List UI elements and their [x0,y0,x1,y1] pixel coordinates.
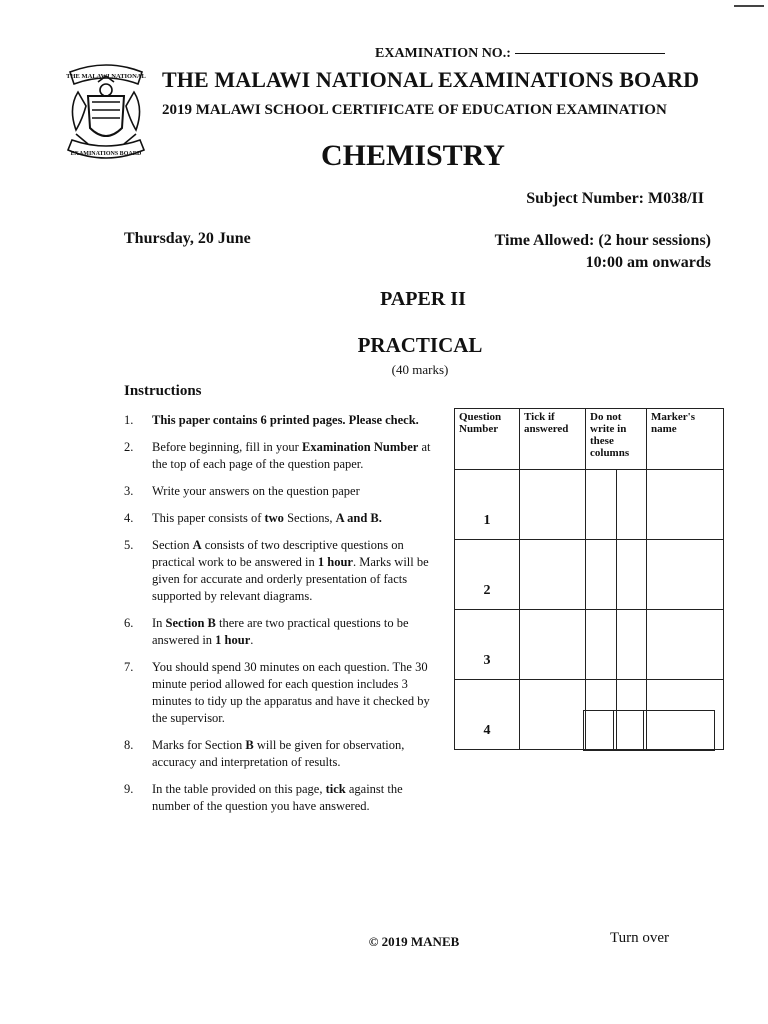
instruction-item [124,737,434,771]
instruction-emphasis: and B. [344,511,382,525]
instruction-text: . [250,633,254,647]
instructions-list [124,412,434,825]
instruction-emphasis: 1 hour [317,555,353,569]
subject-title: CHEMISTRY [321,139,505,172]
instruction-text: consists of two descriptive questions on practical work to be answered in [152,538,404,569]
marker-name-cell [647,470,724,540]
table-header-row [455,409,724,470]
time-allowed [495,230,711,274]
question-number-cell: 2 [455,540,520,610]
examination-number-blank[interactable] [515,53,665,54]
question-number-cell: 4 [455,680,520,750]
instruction-text: Section [152,538,193,552]
instruction-emphasis: two [264,511,284,525]
instruction-number: 3. [124,484,134,498]
total-cell [614,711,644,751]
instruction-text: You should spend 30 minutes on each question. The 30 minute period allowed for each question includes 3 minutes to tidy up the apparatus and have it checked by the supervisor. [152,660,430,725]
header-question-number: Question Number [455,409,520,470]
tick-cell[interactable] [520,610,586,680]
instruction-text: at the top of each page of the question paper. [152,440,431,471]
instruction-item [124,510,434,527]
instruction-number: 6. [124,616,134,630]
instruction-text: Sections, [283,511,336,525]
instruction-emphasis: B [245,738,254,752]
tick-cell[interactable] [520,680,586,750]
instruction-item [124,615,434,649]
paper-type: PRACTICAL [357,333,483,357]
marks-cell [586,470,617,540]
instruction-emphasis: Examination Number [301,440,419,454]
table-row [455,470,724,540]
instruction-text: . Marks will be given for accurate and orderly presentation of facts supported by relevant diagrams. [152,555,429,603]
instruction-number: 4. [124,511,134,525]
marker-name-cell [647,610,724,680]
instruction-text: will be given for observation, accuracy and interpretation of results. [152,738,405,769]
examination-number-field[interactable] [375,46,665,62]
tick-cell[interactable] [520,470,586,540]
instruction-text: there are two practical questions to be answered in [152,616,409,647]
examination-number-label: EXAMINATION NO.: [375,46,511,61]
header-do-not-write: Do not write in these columns [586,409,647,470]
logo-top-text: THE MALAWI NATIONAL [66,73,146,80]
exam-title: 2019 MALAWI SCHOOL CERTIFICATE OF EDUCATION EXAMINATION [162,102,667,118]
instruction-number: 9. [124,782,134,796]
instruction-emphasis: tick [325,782,346,796]
instruction-number: 2. [124,440,134,454]
instruction-text: Before beginning, fill in your [152,440,302,454]
instruction-text: This paper consists of [152,511,265,525]
instruction-text: against the number of the question you have answered. [152,782,403,813]
instruction-item [124,439,434,473]
instructions-heading: Instructions [124,383,202,399]
subject-number: Subject Number: M038/II [526,190,704,207]
instruction-text: Write your answers on the question paper [152,484,360,498]
instruction-number: 1. [124,413,134,427]
turn-over: Turn over [610,930,670,946]
instruction-number: 7. [124,660,134,674]
instruction-text: In the table provided on this page, [152,782,326,796]
marks-cell [616,540,647,610]
table-row [455,540,724,610]
marker-name-cell [647,540,724,610]
marks-cell [586,540,617,610]
marks-cell [586,610,617,680]
total-cell [584,711,614,751]
exam-date: Thursday, 20 June [124,230,251,247]
question-number-cell: 3 [455,610,520,680]
scan-mark [734,5,764,7]
instruction-item [124,781,434,815]
board-title: THE MALAWI NATIONAL EXAMINATIONS BOARD [162,67,700,92]
instruction-emphasis: 1 hour [215,633,251,647]
header-tick-if-answered: Tick if answered [520,409,586,470]
copyright: © 2019 MANEB [368,934,460,949]
table-row [455,610,724,680]
instruction-emphasis: Section B [165,616,216,630]
total-cell [644,711,715,751]
instruction-item [124,483,434,500]
instruction-text: In [152,616,166,630]
header-markers-name: Marker's name [647,409,724,470]
tick-cell[interactable] [520,540,586,610]
instruction-item [124,659,434,727]
marks-cell [616,610,647,680]
total-marks: (40 marks) [391,362,449,377]
instruction-text: This paper contains 6 printed pages. Please check. [152,413,419,427]
instruction-number: 8. [124,738,134,752]
instruction-item [124,412,434,429]
time-allowed-text: Time Allowed: (2 hour sessions) [494,232,711,249]
logo-bottom-text: EXAMINATIONS BOARD [70,151,142,157]
instruction-emphasis: A [335,511,345,525]
question-number-cell: 1 [455,470,520,540]
paper-number: PAPER II [380,288,466,310]
marks-cell [616,470,647,540]
instruction-text: Marks for Section [152,738,246,752]
start-time: 10:00 am onwards [585,254,711,271]
instruction-emphasis: A [192,538,202,552]
instruction-item [124,537,434,605]
instruction-number: 5. [124,538,134,552]
question-tick-table [454,408,724,750]
total-marks-row [583,710,715,751]
